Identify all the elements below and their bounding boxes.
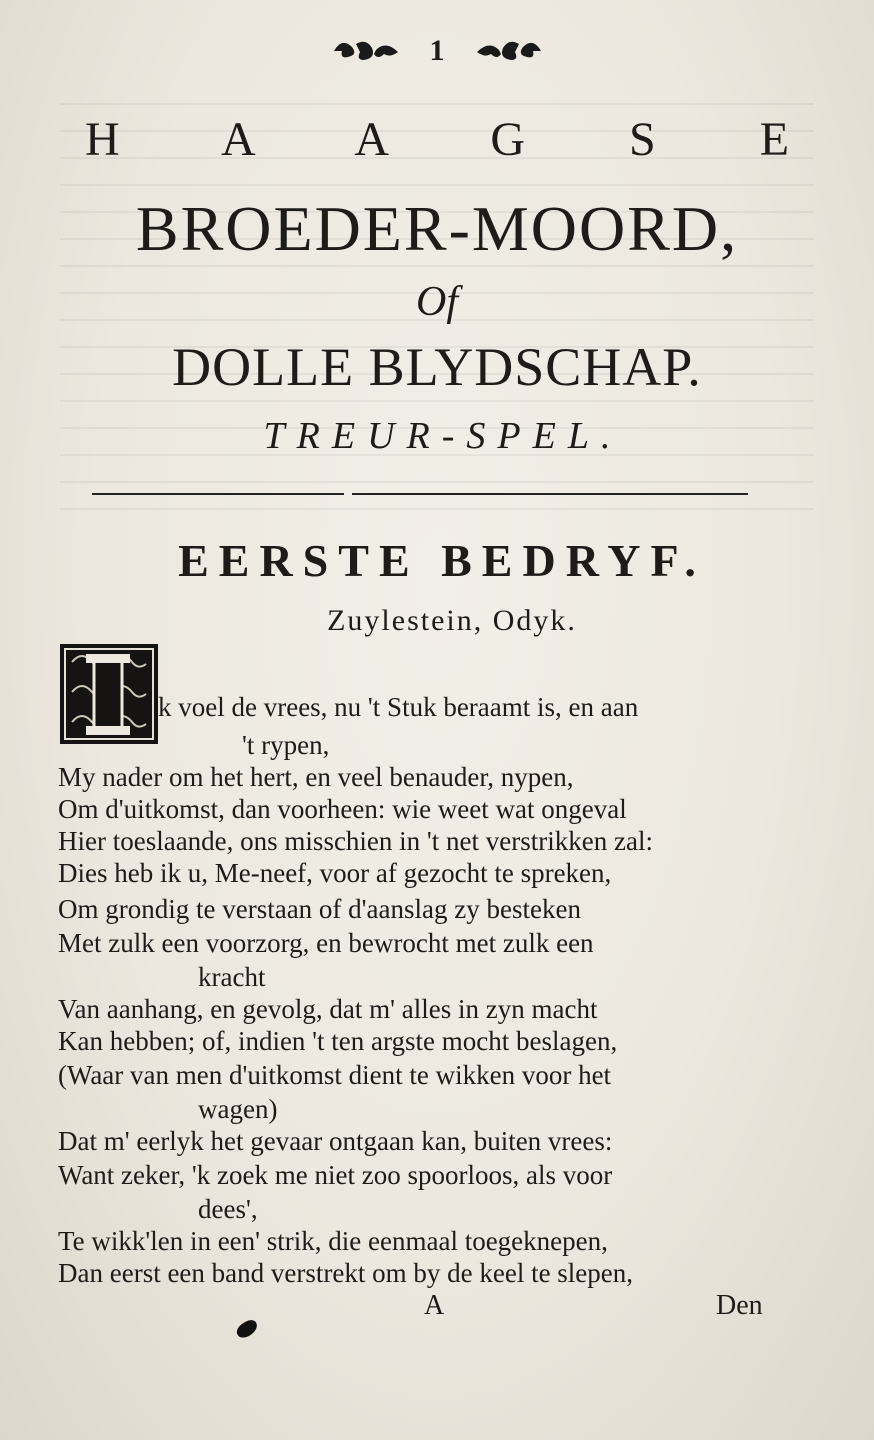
divider-rule-right (352, 493, 748, 495)
verse-line: 't rypen, (242, 730, 330, 760)
title-line-2: BROEDER-MOORD, (135, 193, 739, 264)
page-number: 1 (429, 34, 445, 67)
ornament-right-icon (473, 36, 545, 66)
verse-line: Dies heb ik u, Me-neef, voor af gezocht te spreken, (58, 858, 612, 888)
title-conjunction: Of (416, 279, 458, 325)
verse-line: Kan hebben; of, indien 't ten argste mocht beslagen, (58, 1026, 618, 1056)
decorated-initial-icon (58, 642, 160, 746)
verse-line: Hier toeslaande, ons misschien in 't net verstrikken zal: (58, 826, 653, 856)
title-line-1: H A A G S E (84, 113, 836, 166)
verse-line: Van aanhang, en gevolg, dat m' alles in zyn macht (58, 994, 598, 1024)
verse-line: dees', (198, 1194, 258, 1224)
verse-line: kracht (198, 962, 266, 992)
verse-line: Om grondig te verstaan of d'aanslag zy besteken (58, 894, 581, 924)
catchword: Den (716, 1290, 763, 1321)
verse-line: Dan eerst een band verstrekt om by de keel te slepen, (58, 1258, 634, 1288)
page-header (0, 34, 874, 68)
character-list: Zuylestein, Odyk. (327, 604, 577, 637)
verse-line: Want zeker, 'k zoek me niet zoo spoorloos, als voor (58, 1160, 613, 1190)
verse-line: My nader om het hert, en veel benauder, nypen, (58, 762, 574, 792)
verse-line: (Waar van men d'uitkomst dient te wikken voor het (58, 1060, 612, 1090)
ink-blot (234, 1317, 260, 1340)
verse-line: Te wikk'len in een' strik, die eenmaal toegeknepen, (58, 1226, 608, 1256)
verse-line: k voel de vrees, nu 't Stuk beraamt is, en aan (158, 692, 639, 722)
act-heading: EERSTE BEDRYF. (178, 535, 706, 586)
title-line-4: DOLLE BLYDSCHAP. (172, 337, 702, 397)
signature-mark: A (424, 1290, 445, 1321)
verse-line: Met zulk een voorzorg, en bewrocht met zulk een (58, 928, 594, 958)
verse-line: Dat m' eerlyk het gevaar ontgaan kan, buiten vrees: (58, 1126, 613, 1156)
verse-line: Om d'uitkomst, dan voorheen: wie weet wat ongeval (58, 794, 627, 824)
verse-line: wagen) (198, 1094, 278, 1124)
genre-subtitle: TREUR-SPEL. (263, 415, 623, 457)
ornament-left-icon (330, 36, 402, 66)
divider-rule-left (92, 493, 344, 495)
